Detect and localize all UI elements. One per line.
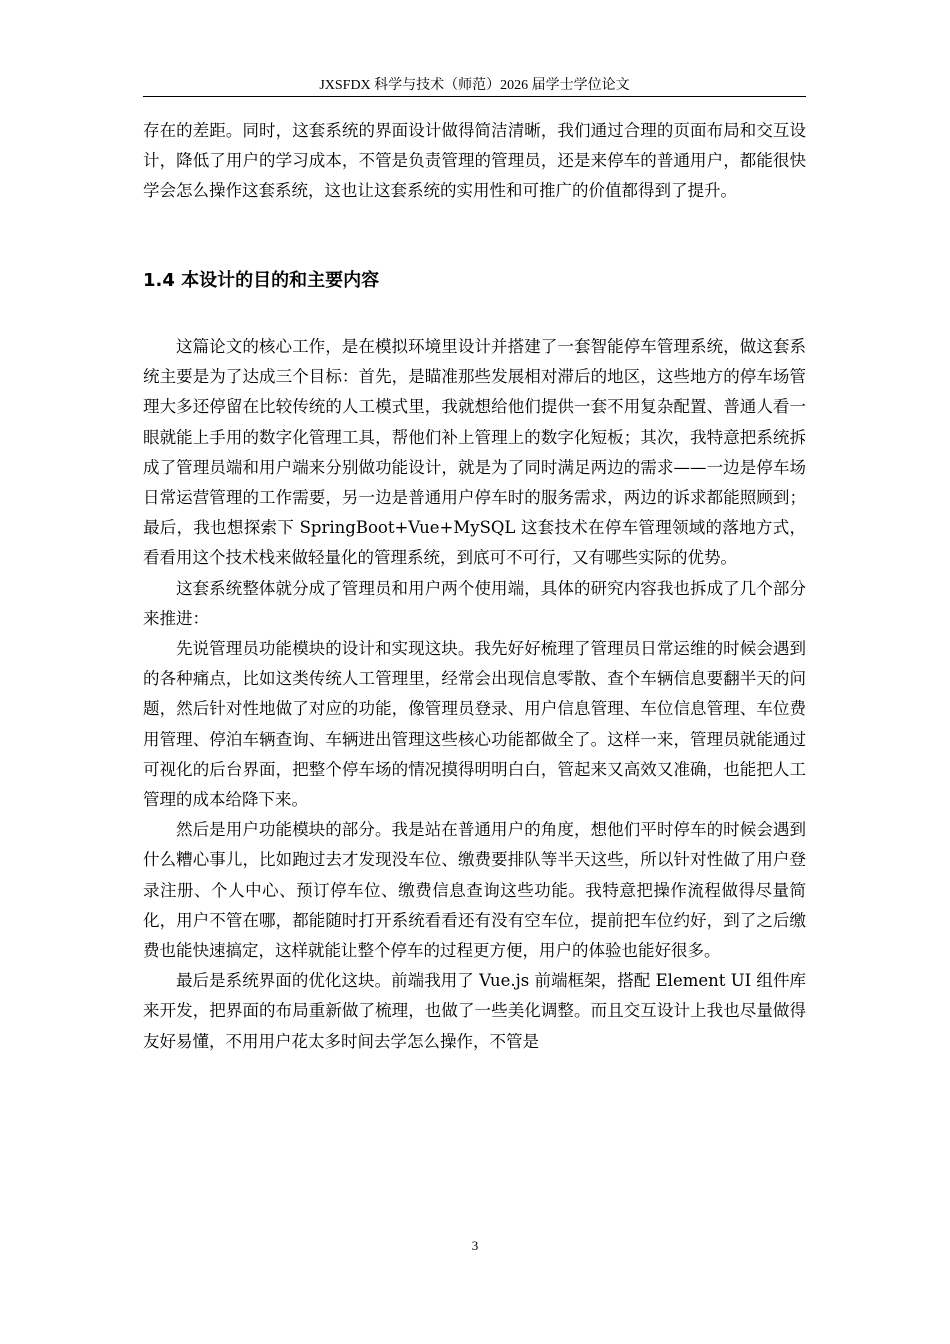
page-number: 3 [471,1238,479,1253]
intro-paragraph-block [143,116,806,207]
paragraph-ui-optimization: 最后是系统界面的优化这块。前端我用了 Vue.js 前端框架，搭配 Element UI 组件库来开发，把界面的布局重新做了梳理，也做了一些美化调整。而且交互设计上我也尽量做得友好易懂，不用用户花太多时间去学怎么操作，不管是 [143,971,806,1051]
paragraph-admin-module: 先说管理员功能模块的设计和实现这块。我先好好梳理了管理员日常运维的时候会遇到的各种痛点，比如这类传统人工管理里，经常会出现信息零散、查个车辆信息要翻半天的问题，然后针对性地做了对应的功能，像管理员登录、用户信息管理、车位信息管理、车位费用管理、停泊车辆查询、车辆进出管理这些核心功能都做全了。这样一来，管理员就能通过可视化的后台界面，把整个停车场的情况摸得明明白白，管起来又高效又准确，也能把人工管理的成本给降下来。 [143,639,806,810]
intro-paragraph: 存在的差距。同时，这套系统的界面设计做得简洁清晰，我们通过合理的页面布局和交互设计，降低了用户的学习成本，不管是负责管理的管理员，还是来停车的普通用户，都能很快学会怎么操作这套系统，这也让这套系统的实用性和可推广的价值都得到了提升。 [143,121,806,201]
paragraph-overview: 这套系统整体就分成了管理员和用户两个使用端，具体的研究内容我也拆成了几个部分来推进： [143,578,806,628]
paragraph-user-module: 然后是用户功能模块的部分。我是站在普通用户的角度，想他们平时停车的时候会遇到什么糟心事儿，比如跑过去才发现没车位、缴费要排队等半天这些，所以针对性做了用户登录注册、个人中心、预订停车位、缴费信息查询这些功能。我特意把操作流程做得尽量简化，用户不管在哪，都能随时打开系统看看还有没有空车位，提前把车位约好，到了之后缴费也能快速搞定，这样就能让整个停车的过程更方便，用户的体验也能好很多。 [143,820,806,961]
paragraph-goals: 这篇论文的核心工作，是在模拟环境里设计并搭建了一套智能停车管理系统，做这套系统主要是为了达成三个目标：首先，是瞄准那些发展相对滞后的地区，这些地方的停车场管理大多还停留在比较传统的人工模式里，我就想给他们提供一套不用复杂配置、普通人看一眼就能上手用的数字化管理工具，帮他们补上管理上的数字化短板；其次，我特意把系统拆成了管理员端和用户端来分别做功能设计，就是为了同时满足两边的需求——一边是停车场日常运营管理的工作需要，另一边是普通用户停车时的服务需求，两边的诉求都能照顾到；最后，我也想探索下 SpringBoot+Vue+MySQL 这套技术在停车管理领域的落地方式，看看用这个技术栈来做轻量化的管理系统，到底可不可行，又有哪些实际的优势。 [143,337,806,568]
section-heading: 1.4 本设计的目的和主要内容 [143,270,380,291]
running-header: JXSFDX 科学与技术（师范）2026 届学士学位论文 [319,78,630,93]
header-rule [143,96,806,97]
section-body [143,332,806,1057]
